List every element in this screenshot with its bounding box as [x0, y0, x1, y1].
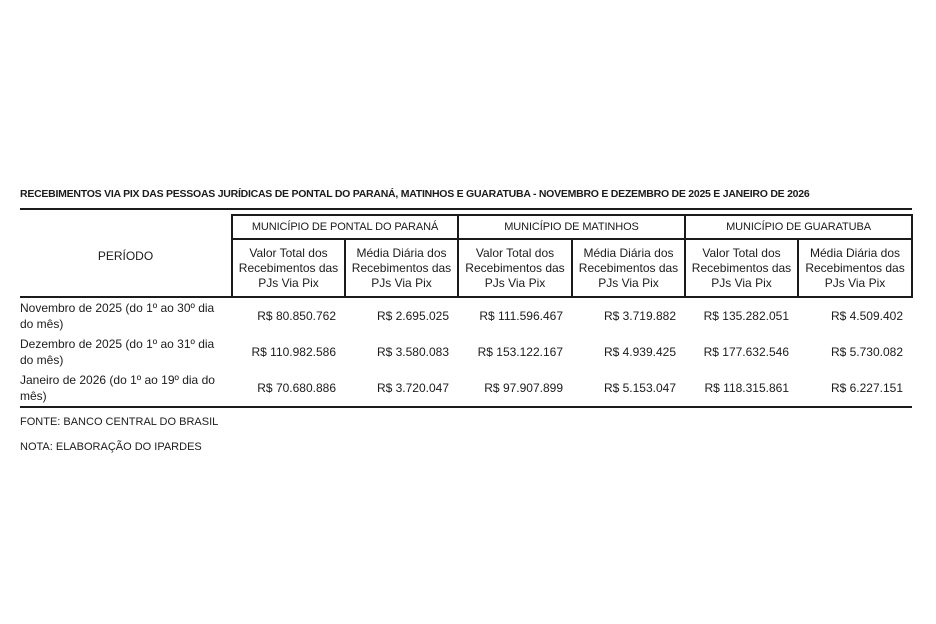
sub-header-pontal-total: Valor Total dos Recebimentos das PJs Via Pix [232, 239, 345, 297]
elaboration-note: NOTA: ELABORAÇÃO DO IPARDES [20, 441, 202, 453]
sub-header-matinhos-media: Média Diária dos Recebimentos das PJs Via Pix [572, 239, 685, 297]
value-cell: R$ 6.227.151 [798, 370, 912, 407]
value-cell: R$ 153.122.167 [458, 334, 572, 370]
value-cell: R$ 3.720.047 [345, 370, 458, 407]
title-rule [20, 208, 912, 210]
value-cell: R$ 5.153.047 [572, 370, 685, 407]
value-cell: R$ 4.939.425 [572, 334, 685, 370]
table-title: RECEBIMENTOS VIA PIX DAS PESSOAS JURÍDICAS DE PONTAL DO PARANÁ, MATINHOS E GUARATUBA - NOVEMBRO E DEZEMBRO DE 2025 E JANEIRO DE 2026 [20, 188, 810, 200]
value-cell: R$ 97.907.899 [458, 370, 572, 407]
value-cell: R$ 110.982.586 [232, 334, 345, 370]
value-cell: R$ 3.580.083 [345, 334, 458, 370]
sub-header-pontal-media: Média Diária dos Recebimentos das PJs Via Pix [345, 239, 458, 297]
value-cell: R$ 3.719.882 [572, 297, 685, 334]
source-note: FONTE: BANCO CENTRAL DO BRASIL [20, 416, 219, 428]
value-cell: R$ 5.730.082 [798, 334, 912, 370]
group-header-matinhos: MUNICÍPIO DE MATINHOS [458, 215, 685, 239]
table-row-novembro [20, 297, 912, 334]
period-row-label: Dezembro de 2025 (do 1º ao 31º dia do mês) [20, 334, 232, 370]
sub-header-guaratuba-media: Média Diária dos Recebimentos das PJs Via Pix [798, 239, 912, 297]
sub-header-guaratuba-total: Valor Total dos Recebimentos das PJs Via Pix [685, 239, 798, 297]
table-row-janeiro [20, 370, 912, 407]
value-cell: R$ 2.695.025 [345, 297, 458, 334]
value-cell: R$ 118.315.861 [685, 370, 798, 407]
value-cell: R$ 70.680.886 [232, 370, 345, 407]
group-header-row [20, 215, 912, 239]
sub-header-matinhos-total: Valor Total dos Recebimentos das PJs Via Pix [458, 239, 572, 297]
table-block [20, 187, 912, 454]
pix-receipts-table [20, 214, 913, 408]
value-cell: R$ 135.282.051 [685, 297, 798, 334]
period-column-header: PERÍODO [20, 215, 232, 297]
group-header-pontal: MUNICÍPIO DE PONTAL DO PARANÁ [232, 215, 458, 239]
group-header-guaratuba: MUNICÍPIO DE GUARATUBA [685, 215, 912, 239]
table-row-dezembro [20, 334, 912, 370]
value-cell: R$ 177.632.546 [685, 334, 798, 370]
period-row-label: Janeiro de 2026 (do 1º ao 19º dia do mês) [20, 370, 232, 407]
value-cell: R$ 111.596.467 [458, 297, 572, 334]
period-row-label: Novembro de 2025 (do 1º ao 30º dia do mês) [20, 297, 232, 334]
value-cell: R$ 4.509.402 [798, 297, 912, 334]
value-cell: R$ 80.850.762 [232, 297, 345, 334]
